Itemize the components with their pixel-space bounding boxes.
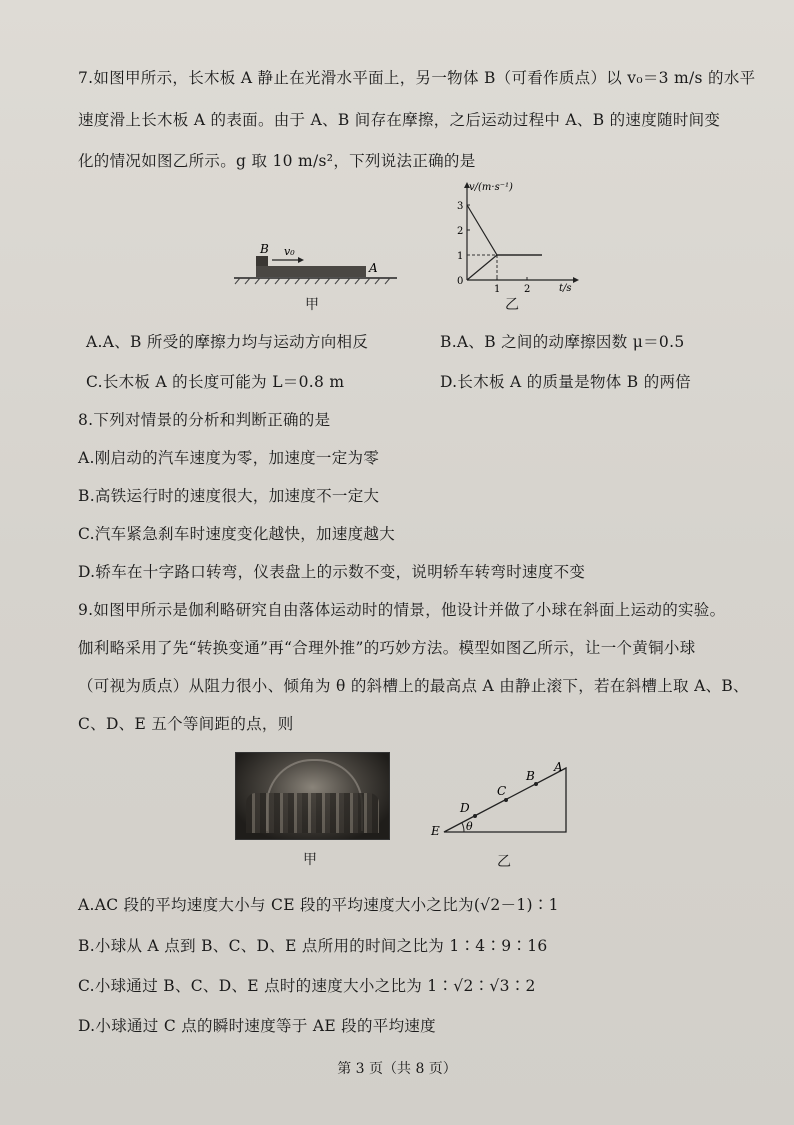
q9-figure-yi-caption: 乙: [497, 854, 511, 870]
tick-origin-label: 0: [457, 276, 464, 287]
q8-option-c: C.汽车紧急刹车时速度变化越快，加速度越大: [78, 525, 396, 543]
vt-series-line-2: [467, 255, 542, 280]
q9-figure-jia-caption: 甲: [303, 852, 317, 868]
q7-figure-jia-caption: 甲: [305, 297, 319, 313]
q7-option-c: C.长木板 A 的长度可能为 L＝0.8 m: [86, 373, 345, 391]
q7-option-d: D.长木板 A 的质量是物体 B 的两倍: [440, 373, 692, 391]
q7-stem-line1: 7.如图甲所示，长木板 A 静止在光滑水平面上，另一物体 B（可看作质点）以 v₀＝3 m/s 的水平: [78, 69, 756, 87]
q9-option-c: C.小球通过 B、C、D、E 点时的速度大小之比为 1∶√2∶√3∶2: [78, 977, 536, 995]
y-tick-label-3: 3: [457, 201, 464, 212]
q9-stem-line4: C、D、E 五个等间距的点，则: [78, 715, 294, 733]
y-axis-label: v/(m·s⁻¹): [469, 182, 513, 193]
velocity-arrowhead: [298, 257, 304, 263]
vt-series-line-1: [467, 205, 542, 255]
label-theta: θ: [466, 820, 473, 833]
label-b: B: [260, 242, 269, 256]
q7-stem-line3: 化的情况如图乙所示。g 取 10 m/s²，下列说法正确的是: [78, 152, 476, 170]
q9-stem-line2: 伽利略采用了先“转换变通”再“合理外推”的巧妙方法。模型如图乙所示，让一个黄铜小球: [78, 639, 696, 657]
y-tick-label-2: 2: [457, 226, 464, 237]
label-point-c: C: [497, 784, 507, 798]
point-c: [504, 798, 508, 802]
angle-arc: [462, 823, 464, 832]
label-point-a: A: [554, 760, 563, 774]
q8-option-d: D.轿车在十字路口转弯，仪表盘上的示数不变，说明轿车转弯时速度不变: [78, 563, 586, 581]
page-footer: 第 3 页（共 8 页）: [337, 1061, 457, 1077]
label-point-e: E: [431, 824, 440, 838]
q9-option-d: D.小球通过 C 点的瞬时速度等于 AE 段的平均速度: [78, 1017, 436, 1035]
photo-figures: [246, 793, 379, 833]
board-a: [256, 266, 366, 277]
label-v0: v₀: [284, 245, 295, 258]
point-d: [473, 814, 477, 818]
q9-option-a: A.AC 段的平均速度大小与 CE 段的平均速度大小之比为(√2－1)∶1: [78, 896, 559, 914]
q9-stem-line1: 9.如图甲所示是伽利略研究自由落体运动时的情景，他设计并做了小球在斜面上运动的实验。: [78, 601, 726, 619]
label-point-d: D: [460, 801, 470, 815]
q7-vt-chart: [445, 180, 580, 295]
galileo-photo: [235, 752, 390, 840]
x-tick-label-2: 2: [524, 284, 531, 295]
q7-figure-jia: [232, 238, 402, 288]
q8-option-b: B.高铁运行时的速度很大，加速度不一定大: [78, 487, 380, 505]
q8-option-a: A.刚启动的汽车速度为零，加速度一定为零: [78, 449, 380, 467]
label-a: A: [369, 261, 378, 275]
x-axis-label: t/s: [559, 283, 572, 294]
q9-incline-figure: [430, 760, 580, 840]
x-axis-arrow: [573, 277, 579, 283]
q9-stem-line3: （可视为质点）从阻力很小、倾角为 θ 的斜槽上的最高点 A 由静止滚下，若在斜槽上取 A、B、: [78, 677, 749, 695]
q7-option-b: B.A、B 之间的动摩擦因数 μ＝0.5: [440, 333, 685, 351]
q7-stem-line2: 速度滑上长木板 A 的表面。由于 A、B 间存在摩擦，之后运动过程中 A、B 的速度随时间变: [78, 111, 721, 129]
ground-hatch: [235, 278, 390, 284]
y-tick-label-1: 1: [457, 251, 464, 262]
label-point-b: B: [526, 769, 535, 783]
q9-option-b: B.小球从 A 点到 B、C、D、E 点所用的时间之比为 1∶4∶9∶16: [78, 937, 548, 955]
q7-option-a: A.A、B 所受的摩擦力均与运动方向相反: [86, 333, 369, 351]
block-b: [256, 256, 268, 266]
q8-stem: 8.下列对情景的分析和判断正确的是: [78, 411, 331, 429]
x-tick-label-1: 1: [494, 284, 501, 295]
q7-figure-yi-caption: 乙: [505, 297, 519, 313]
